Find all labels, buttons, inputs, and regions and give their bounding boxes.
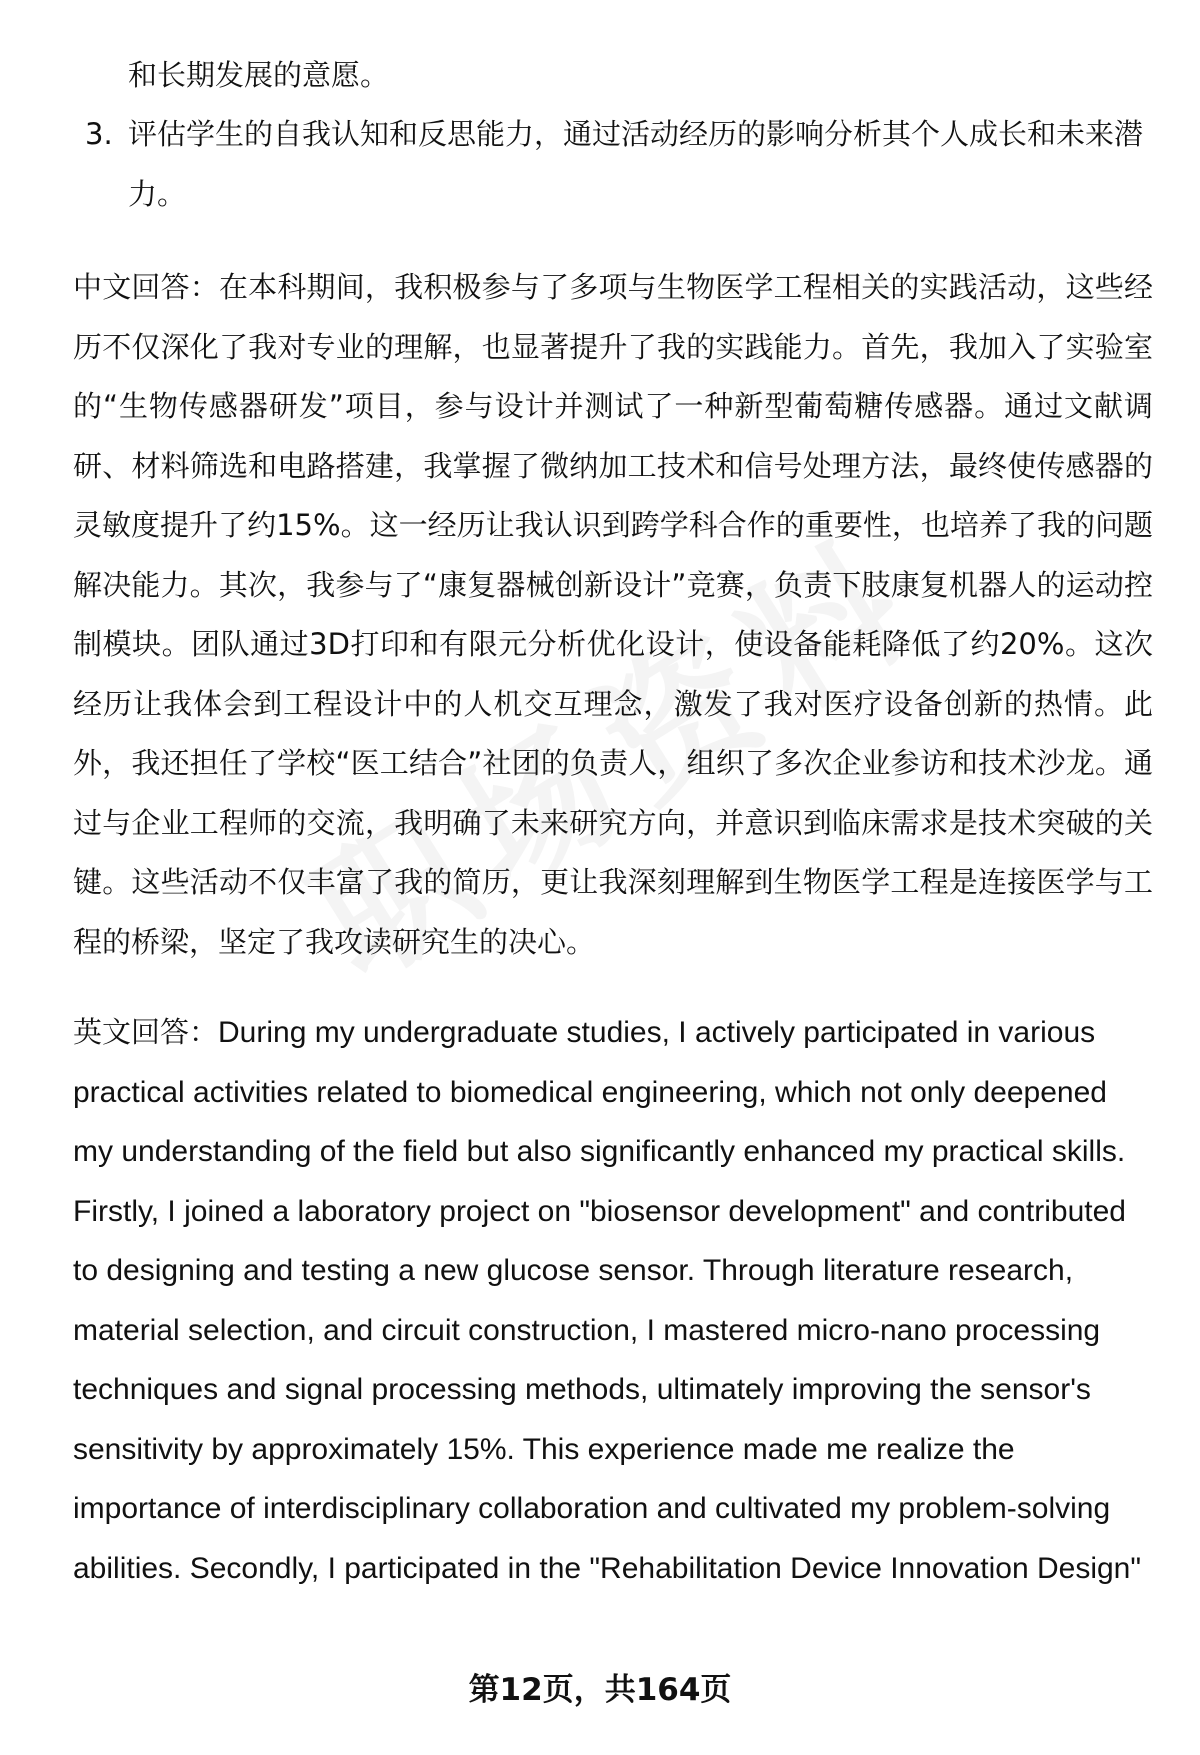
list-item-3 bbox=[73, 105, 1153, 224]
chinese-answer-paragraph bbox=[73, 258, 1153, 972]
english-answer-paragraph bbox=[73, 1003, 1153, 1598]
chinese-answer-label: 中文回答： bbox=[73, 270, 219, 304]
page-number-footer: 第12页，共164页 bbox=[468, 1672, 732, 1708]
chinese-answer-text: 在本科期间，我积极参与了多项与生物医学工程相关的实践活动，这些经历不仅深化了我对专业的理解，也显著提升了我的实践能力。首先，我加入了实验室的“生物传感器研发”项目，参与设计并测试了一种新型葡萄糖传感器。通过文献调研、材料筛选和电路搭建，我掌握了微纳加工技术和信号处理方法，最终使传感器的灵敏度提升了约15%。这一经历让我认识到跨学科合作的重要性，也培养了我的问题解决能力。其次，我参与了“康复器械创新设计”竞赛，负责下肢康复机器人的运动控制模块。团队通过3D打印和有限元分析优化设计，使设备能耗降低了约20%。这次经历让我体会到工程设计中的人机交互理念，激发了我对医疗设备创新的热情。此外，我还担任了学校“医工结合”社团的负责人，组织了多次企业参访和技术沙龙。通过与企业工程师的交流，我明确了未来研究方向，并意识到临床需求是技术突破的关键。这些活动不仅丰富了我的简历，更让我深刻理解到生物医学工程是连接医学与工程的桥梁，坚定了我攻读研究生的决心。 bbox=[73, 270, 1153, 959]
intro-continuation: 和长期发展的意愿。 bbox=[128, 58, 390, 92]
list-item-number: 3. bbox=[85, 117, 113, 151]
english-answer-label: 英文回答： bbox=[73, 1015, 219, 1049]
english-answer-text: During my undergraduate studies, I actively participated in various practical activities related to biomedical engineering, which not only deepened my understanding of the field but also significantly enhanced my practical skills. Firstly, I joined a laboratory project on "biosensor development" and contributed to designing and testing a new glucose sensor. Through literature research, material selection, and circuit construction, I mastered micro-nano processing techniques and signal processing methods, ultimately improving the sensor's sensitivity by approximately 15%. This experience made me realize the importance of interdisciplinary collaboration and cultivated my problem-solving abilities. Secondly, I participated in the "Rehabilitation Device Innovation Design" bbox=[73, 1016, 1142, 1585]
list-item-text: 评估学生的自我认知和反思能力，通过活动经历的影响分析其个人成长和未来潜力。 bbox=[128, 117, 1144, 211]
